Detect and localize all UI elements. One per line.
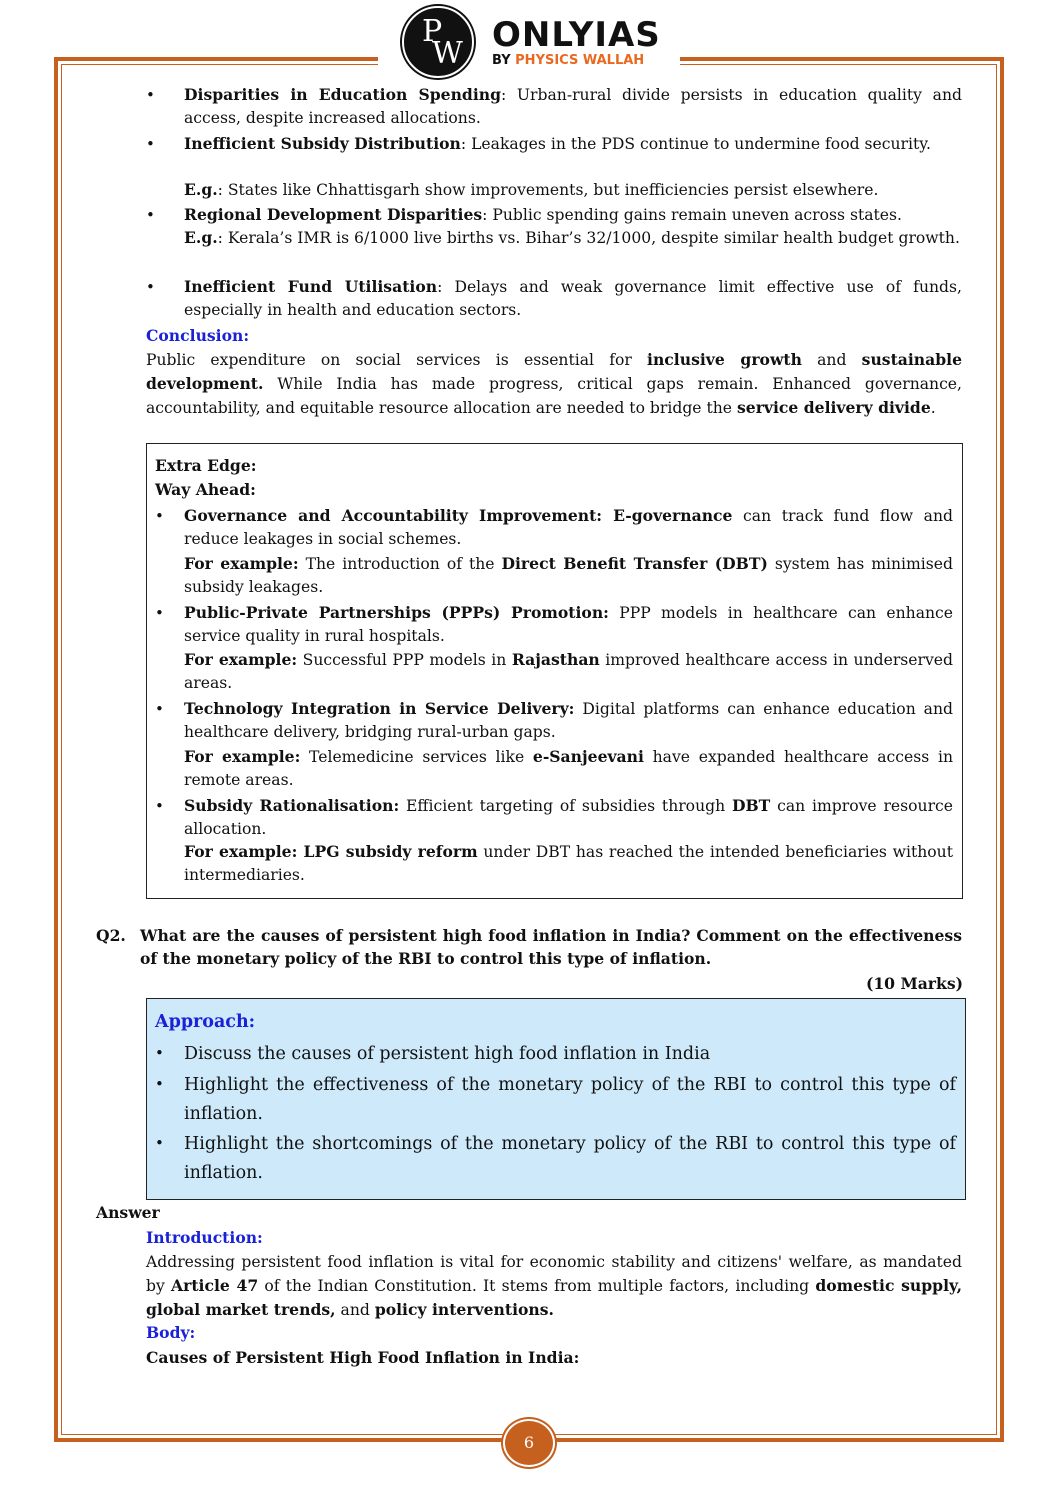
- question-number: Q2.: [96, 926, 126, 945]
- bold-text: Inefficient Fund Utilisation: [184, 277, 438, 296]
- bullet-icon: •: [155, 1134, 164, 1152]
- bold-text: E.g.: [184, 180, 218, 199]
- bold-text: Direct Benefit Transfer (DBT): [501, 554, 768, 573]
- text: and: [801, 351, 862, 369]
- text: While India has made progress, critical gaps remain. Enhanced governance, accountability, and equitable resource allocation are needed to bridge the: [146, 375, 962, 417]
- text: improved healthcare access in underserved areas.: [184, 651, 953, 692]
- bold-text: Article 47: [171, 1276, 259, 1295]
- brand-name: ONLYIAS: [492, 14, 661, 55]
- bold-text: Technology Integration in Service Delivery:: [184, 699, 575, 718]
- way-ahead-item: [184, 794, 953, 841]
- bullet-icon: •: [146, 206, 155, 224]
- text: can track fund flow and reduce leakages in social schemes.: [184, 507, 953, 548]
- example-text: [184, 552, 953, 599]
- bullet-icon: •: [155, 797, 164, 815]
- conclusion-heading: Conclusion:: [146, 326, 250, 345]
- bullet-item: [184, 203, 962, 227]
- text: Digital platforms can enhance education and healthcare delivery, bridging rural-urban gaps.: [184, 700, 953, 741]
- conclusion-text: [146, 348, 962, 420]
- bold-text: E.g.: [184, 228, 218, 247]
- bold-text: e-Sanjeevani: [532, 747, 644, 766]
- example-text: [184, 745, 953, 792]
- text: Addressing persistent food inflation is vital for economic stability and citizens' welfare, as mandated by: [146, 1253, 962, 1295]
- text: under DBT has reached the intended beneficiaries without intermediaries.: [184, 843, 953, 884]
- introduction-text: [146, 1251, 962, 1322]
- question-text: What are the causes of persistent high food inflation in India? Comment on the effectiveness of the monetary policy of the RBI to control this type of inflation.: [140, 926, 962, 968]
- text: Successful PPP models in: [297, 651, 512, 669]
- bold-text: policy interventions.: [374, 1300, 554, 1319]
- bullet-icon: •: [146, 135, 155, 153]
- text: : Public spending gains remain uneven across states.: [482, 206, 902, 224]
- example-text: [184, 178, 962, 202]
- approach-item: Highlight the effectiveness of the monetary policy of the RBI to control this type of inflation.: [184, 1075, 956, 1124]
- bold-text: Regional Development Disparities: [184, 205, 483, 224]
- text: have expanded healthcare access in remote areas.: [184, 748, 953, 789]
- bullet-icon: •: [155, 1075, 164, 1093]
- bold-text: DBT: [731, 796, 771, 815]
- page-number: 6: [503, 1419, 555, 1467]
- text: : States like Chhattisgarh show improvements, but inefficiencies persist elsewhere.: [217, 181, 879, 199]
- text: of the Indian Constitution. It stems from multiple factors, including: [258, 1277, 816, 1295]
- approach-item: Discuss the causes of persistent high food inflation in India: [184, 1044, 711, 1064]
- example-text: [184, 840, 953, 887]
- bold-text: For example:: [184, 747, 301, 766]
- text: PPP models in healthcare can enhance service quality in rural hospitals.: [184, 604, 953, 645]
- bullet-icon: •: [155, 604, 164, 622]
- text: : Urban-rural divide persists in education quality and access, despite increased allocations.: [184, 86, 962, 127]
- text: : Delays and weak governance limit effective use of funds, especially in health and education sectors.: [184, 278, 962, 319]
- bold-text: service delivery divide: [737, 398, 931, 417]
- bullet-icon: •: [146, 86, 155, 104]
- approach-item: Highlight the shortcomings of the monetary policy of the RBI to control this type of inflation.: [184, 1134, 956, 1183]
- bold-text: Public-Private Partnerships (PPPs) Promotion:: [184, 603, 609, 622]
- text: can improve resource allocation.: [184, 797, 953, 838]
- example-text: [184, 226, 962, 250]
- bullet-item: [184, 275, 962, 322]
- question-marks: (10 Marks): [865, 974, 963, 993]
- text: Telemedicine services like: [300, 748, 533, 766]
- way-ahead-item: [184, 601, 953, 648]
- text: system has minimised subsidy leakages.: [184, 555, 954, 596]
- bullet-icon: •: [146, 278, 155, 296]
- bold-text: inclusive growth: [647, 350, 802, 369]
- bold-text: Disparities in Education Spending: [184, 85, 501, 104]
- bullet-icon: •: [155, 1044, 164, 1062]
- bullet-item: [184, 83, 962, 130]
- bold-text: domestic supply, global market trends,: [146, 1276, 962, 1319]
- bold-text: For example:: [184, 554, 299, 573]
- example-text: [184, 648, 953, 695]
- body-heading: Body:: [146, 1323, 196, 1342]
- brand-subtitle: BY PHYSICS WALLAH: [492, 52, 645, 68]
- way-ahead-item: [184, 697, 953, 744]
- way-ahead-title: Way Ahead:: [155, 480, 256, 499]
- bullet-icon: •: [155, 700, 164, 718]
- pw-logo-icon: P W: [402, 6, 474, 78]
- text: and: [335, 1301, 375, 1319]
- bold-text: Subsidy Rationalisation:: [184, 796, 400, 815]
- bold-text: Rajasthan: [511, 650, 600, 669]
- text: Efficient targeting of subsidies through: [399, 797, 732, 815]
- onlyias-logo: [402, 6, 682, 78]
- text: The introduction of the: [298, 555, 502, 573]
- bullet-icon: •: [155, 507, 164, 525]
- text: : Kerala’s IMR is 6/1000 live births vs. Bihar’s 32/1000, despite similar health budget growth.: [217, 229, 960, 247]
- way-ahead-item: [184, 504, 953, 551]
- text: Public expenditure on social services is essential for: [146, 351, 648, 369]
- extra-edge-title: Extra Edge:: [155, 456, 257, 475]
- causes-heading: Causes of Persistent High Food Inflation in India:: [146, 1348, 580, 1367]
- approach-heading: Approach:: [155, 1012, 256, 1032]
- text: : Leakages in the PDS continue to undermine food security.: [460, 135, 931, 153]
- introduction-heading: Introduction:: [146, 1228, 263, 1247]
- bold-text: sustainable development.: [146, 350, 962, 393]
- bold-text: For example: LPG subsidy reform: [184, 842, 478, 861]
- bold-text: Inefficient Subsidy Distribution: [184, 134, 461, 153]
- text: .: [930, 399, 936, 417]
- answer-label: Answer: [96, 1203, 160, 1222]
- bullet-item: [184, 132, 962, 156]
- bold-text: Governance and Accountability Improvement: E-governance: [184, 506, 733, 525]
- bold-text: For example:: [184, 650, 298, 669]
